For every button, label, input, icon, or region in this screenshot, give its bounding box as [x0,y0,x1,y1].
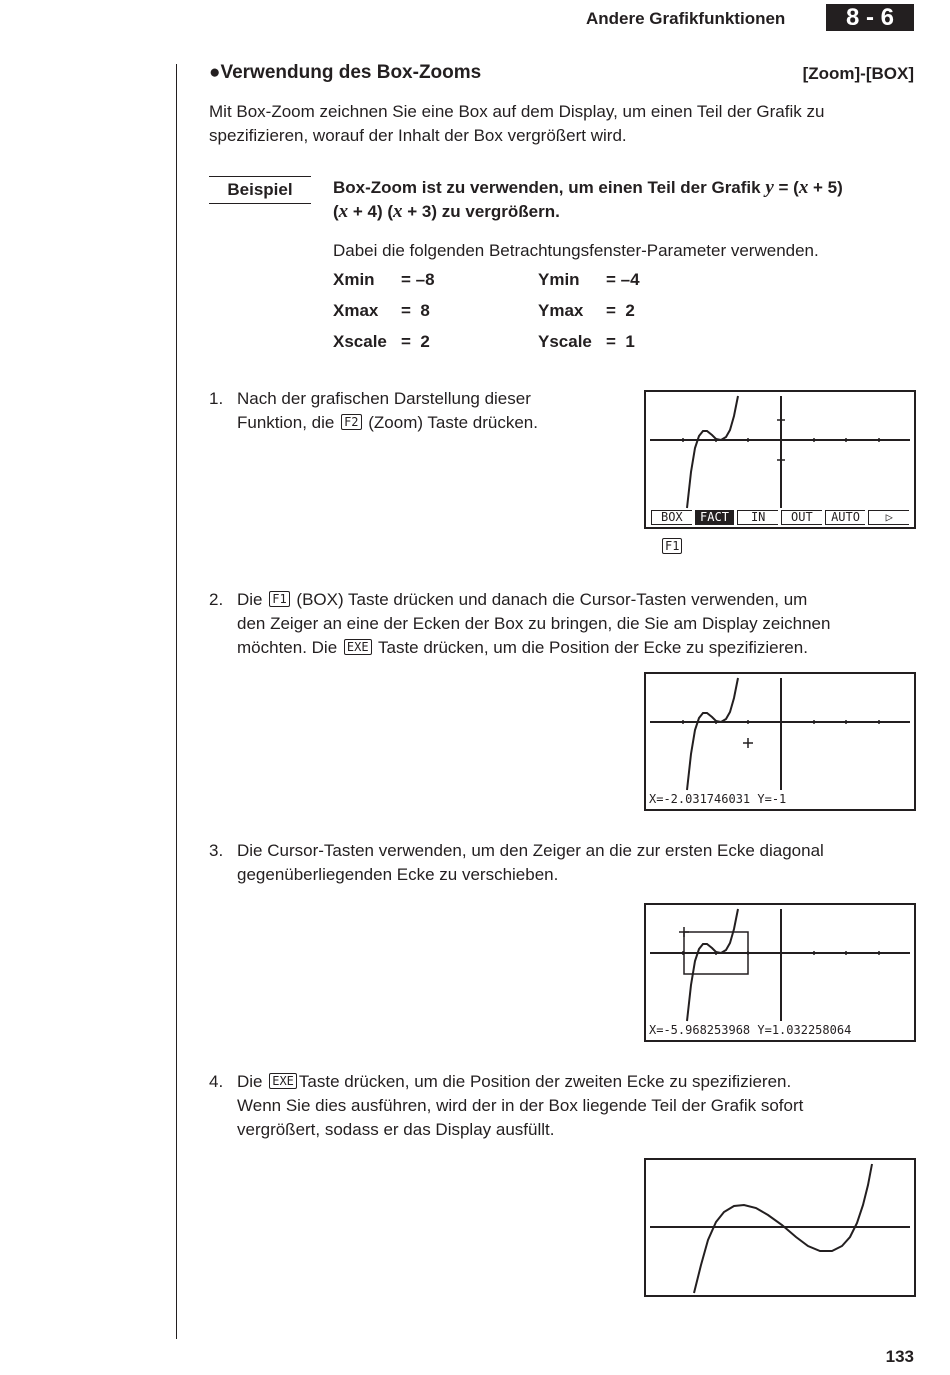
menu-out[interactable]: OUT [781,510,822,525]
step-text [237,1070,803,1142]
step-3 [209,839,924,889]
step-number: 3. [209,841,224,860]
example-line-2 [333,200,923,224]
step-text-part: Taste drücken, um die Position der zweiten Ecke zu spezifizieren. [298,1072,792,1091]
step-number: 4. [209,1072,224,1091]
chapter-badge: 8 - 6 [826,4,914,31]
step-line: Wenn Sie dies ausführen, wird der in der Box liegende Teil der Grafik sofort [237,1096,804,1115]
step-line [237,1070,803,1094]
param-row [333,270,733,301]
function-curve [694,1164,872,1293]
param-value: = 8 [401,301,430,320]
step-4 [209,1070,924,1144]
example-text-part: Box-Zoom ist zu verwenden, um einen Teil der Grafik [333,178,766,197]
intro-line-1: Mit Box-Zoom zeichnen Sie eine Box auf dem Display, um einen Teil der Grafik zu [209,102,825,121]
function-menu [651,510,909,525]
step-number: 2. [209,590,224,609]
param-value: = 1 [606,332,635,351]
f2-key-icon: F2 [341,414,361,430]
example-text-part: ( [333,202,339,221]
graph-screen-4 [646,1160,914,1295]
calculator-screen-3 [644,903,916,1042]
step-line: vergrößert, sodass er das Display ausfüllt. [237,1120,555,1139]
graph-screen-1 [646,392,914,527]
f1-key-marker [660,538,684,557]
step-text-part: (Zoom) Taste drücken. [363,413,538,432]
param-value: = 2 [606,301,635,320]
menu-in[interactable]: IN [737,510,778,525]
exe-key-icon: EXE [269,1073,297,1089]
example-text-part: + 3) zu vergrößern. [402,202,560,221]
step-number: 1. [209,389,224,408]
param-row [333,301,733,332]
calculator-screen-2 [644,672,916,811]
intro-paragraph [209,100,919,148]
function-curve [687,678,738,790]
menu-next[interactable]: ▷ [868,510,909,525]
param-name: Ymax [538,301,584,320]
step-text-part: möchten. Die [237,638,342,657]
param-value: = –8 [401,270,435,289]
step-text-part: Die [237,1072,268,1091]
cursor-coordinates: X=-2.031746031 Y=-1 [649,792,787,806]
margin-rule [176,64,177,1339]
step-text-part: Taste drücken, um die Position der Ecke zu spezifizieren. [373,638,808,657]
param-name: Yscale [538,332,592,351]
function-curve [687,909,738,1021]
f1-key-icon: F1 [662,538,682,554]
calculator-screen-1 [644,390,916,529]
function-curve [687,396,738,508]
param-table [333,270,733,363]
step-line [237,588,830,612]
step-2 [209,588,924,662]
math-var: x [798,177,809,198]
step-line [237,411,538,435]
cursor-cross-icon [743,738,753,748]
param-value: = –4 [606,270,640,289]
step-text [237,387,538,435]
math-var: x [338,201,349,222]
param-intro: Dabei die folgenden Betrachtungsfenster-Parameter verwenden. [333,241,819,260]
example-line-1 [333,176,923,200]
intro-line-2: spezifizieren, worauf der Inhalt der Box vergrößert wird. [209,126,627,145]
graph-screen-3 [646,905,914,1040]
step-line: gegenüberliegenden Ecke zu verschieben. [237,865,559,884]
page-number: 133 [885,1347,914,1366]
step-line: den Zeiger an eine der Ecken der Box zu bringen, die Sie am Display zeichnen [237,614,831,633]
param-name: Xmax [333,301,379,320]
param-value: = 2 [401,332,430,351]
step-text [237,839,824,887]
section-key-sequence: [Zoom]-[BOX] [802,64,914,83]
param-name: Xmin [333,270,375,289]
section-title: ●Verwendung des Box-Zooms [209,62,482,83]
step-text-part: (BOX) Taste drücken und danach die Cursor-Tasten verwenden, um [291,590,808,609]
example-label: Beispiel [209,176,311,204]
math-var: x [393,201,403,222]
menu-auto[interactable]: AUTO [825,510,866,525]
exe-key-icon: EXE [344,639,372,655]
step-text [237,588,830,660]
param-name: Xscale [333,332,387,351]
f1-key-icon: F1 [269,591,289,607]
example-text [333,176,923,224]
cursor-coordinates: X=-5.968253968 Y=1.032258064 [649,1023,852,1037]
step-text-part: Die [237,590,268,609]
step-line [237,636,830,660]
example-text-part: + 4) ( [348,202,394,221]
graph-screen-2 [646,674,914,809]
example-text-part: + 5) [808,178,843,197]
math-var: y [765,177,774,198]
step-line: Nach der grafischen Darstellung dieser [237,389,531,408]
cursor-cross-icon [679,927,689,937]
menu-fact[interactable]: FACT [695,510,735,525]
example-text-part: = ( [773,178,799,197]
step-line: Die Cursor-Tasten verwenden, um den Zeiger an die zur ersten Ecke diagonal [237,841,824,860]
menu-box[interactable]: BOX [651,510,692,525]
step-text-part: Funktion, die [237,413,340,432]
param-row [333,332,733,363]
calculator-screen-4 [644,1158,916,1297]
running-header-title: Andere Grafikfunktionen [586,9,786,28]
param-name: Ymin [538,270,580,289]
